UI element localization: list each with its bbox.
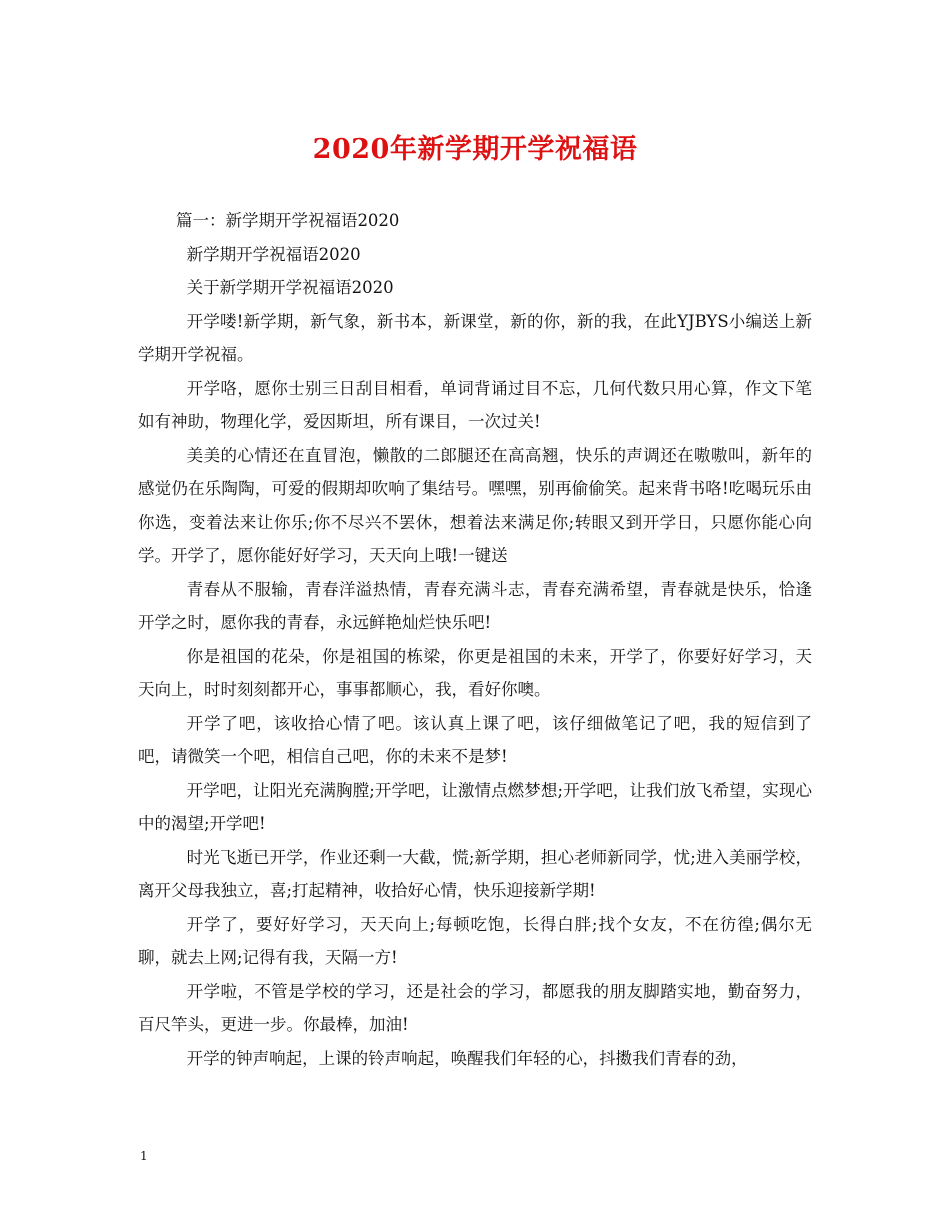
paragraph: 开学喽!新学期，新气象，新书本，新课堂，新的你，新的我，在此YJBYS小编送上新学期开学祝福。 [138, 311, 812, 364]
subheading: 关于新学期开学祝福语2020 [186, 278, 394, 297]
paragraph: 时光飞逝已开学，作业还剩一大截，慌;新学期，担心老师新同学，忧;进入美丽学校，离开父母我独立，喜;打起精神，收拾好心情，快乐迎接新学期! [138, 847, 812, 900]
paragraph: 你是祖国的花朵，你是祖国的栋梁，你更是祖国的未来，开学了，你要好好学习，天天向上，时时刻刻都开心，事事都顺心，我，看好你噢。 [138, 646, 812, 699]
page-number: 1 [140, 1149, 148, 1163]
paragraph: 开学啦，不管是学校的学习，还是社会的学习，都愿我的朋友脚踏实地，勤奋努力，百尺竿头，更进一步。你最棒，加油! [138, 981, 812, 1034]
paragraph: 开学了吧，该收拾心情了吧。该认真上课了吧，该仔细做笔记了吧，我的短信到了吧，请微笑一个吧，相信自己吧，你的未来不是梦! [138, 713, 812, 766]
subheading: 新学期开学祝福语2020 [186, 244, 361, 264]
paragraph: 青春从不服输，青春洋溢热情，青春充满斗志，青春充满希望，青春就是快乐，恰逢开学之时，愿你我的青春，永远鲜艳灿烂快乐吧! [138, 579, 812, 632]
paragraph: 开学吧，让阳光充满胸膛;开学吧，让激情点燃梦想;开学吧，让我们放飞希望，实现心中的渴望;开学吧! [138, 780, 812, 833]
document-body [138, 204, 812, 1075]
paragraph: 开学的钟声响起，上课的铃声响起，唤醒我们年轻的心，抖擞我们青春的劲， [186, 1048, 748, 1068]
paragraph: 美美的心情还在直冒泡，懒散的二郎腿还在高高翘，快乐的声调还在嗷嗷叫，新年的感觉仍在乐陶陶，可爱的假期却吹响了集结号。嘿嘿，别再偷偷笑。起来背书咯!吃喝玩乐由你选，变着法来让你乐;你不尽兴不罢休，想着法来满足你;转眼又到开学日，只愿你能心向学。开学了，愿你能好好学习，天天向上哦!一键送 [138, 445, 812, 565]
paragraph: 开学咯，愿你士别三日刮目相看，单词背诵过目不忘，几何代数只用心算，作文下笔如有神助，物理化学，爱因斯坦，所有课目，一次过关! [138, 378, 812, 431]
section-heading: 篇一：新学期开学祝福语2020 [175, 211, 400, 230]
document-title: 2020年新学期开学祝福语 [312, 134, 638, 165]
paragraph: 开学了，要好好学习，天天向上;每顿吃饱，长得白胖;找个女友，不在彷徨;偶尔无聊，就去上网;记得有我，天隔一方! [138, 914, 812, 967]
